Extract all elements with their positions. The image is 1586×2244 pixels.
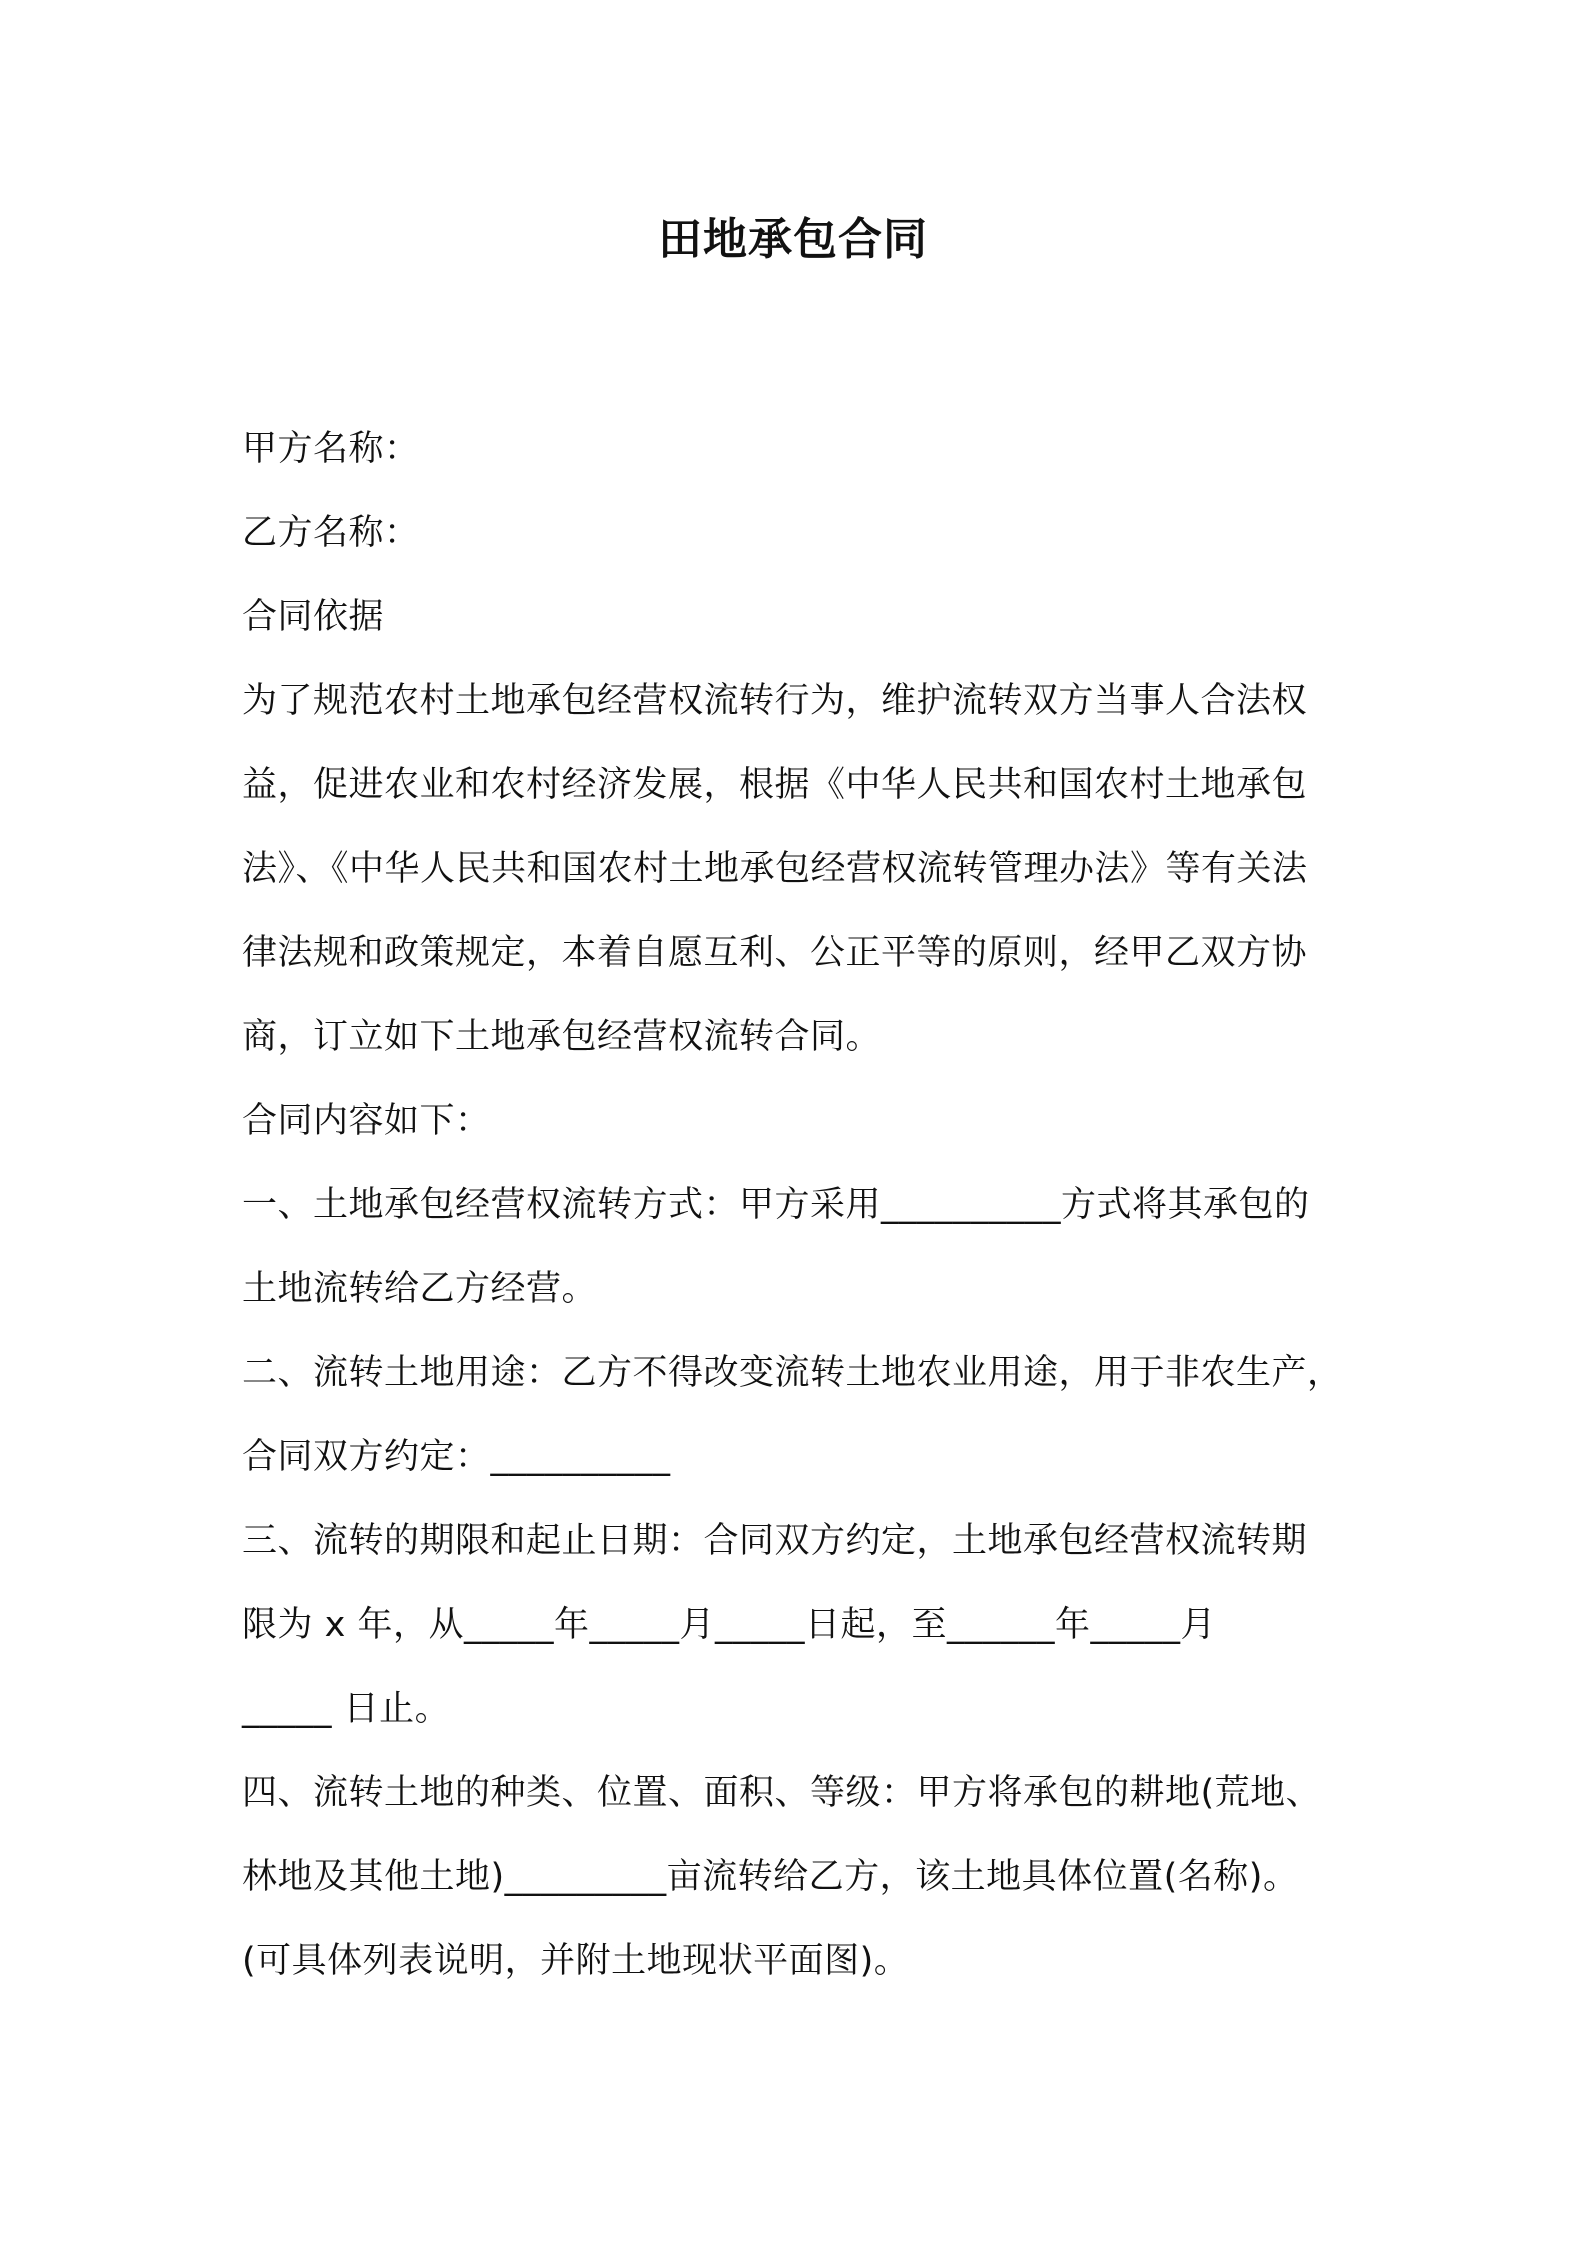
basis-paragraph-line: 法》、《中华人民共和国农村土地承包经营权流转管理办法》等有关法 [242,849,1308,889]
clause-3-line: _____ 日止。 [242,1689,451,1729]
clause-3-line: 限为 x 年，从_____年_____月_____日起，至______年_____月 [242,1605,1216,1645]
clause-2-line: 合同双方约定：__________ [242,1437,671,1477]
contract-basis-heading: 合同依据 [242,597,385,637]
clause-4-line: 林地及其他土地)_________亩流转给乙方，该土地具体位置(名称)。 [242,1857,1299,1897]
clause-1-line: 土地流转给乙方经营。 [242,1269,598,1309]
clause-4-line: 四、流转土地的种类、位置、面积、等级：甲方将承包的耕地(荒地、 [242,1773,1322,1813]
clause-2-line: 二、流转土地用途：乙方不得改变流转土地农业用途，用于非农生产， [242,1353,1343,1393]
clause-3-line: 三、流转的期限和起止日期：合同双方约定，土地承包经营权流转期 [242,1521,1308,1561]
document-body [242,407,1362,2003]
party-b-name-line: 乙方名称： [242,513,420,553]
clause-4-line: (可具体列表说明，并附土地现状平面图)。 [242,1941,910,1981]
basis-paragraph-line: 商，订立如下土地承包经营权流转合同。 [242,1017,882,1057]
basis-paragraph-line: 益，促进农业和农村经济发展，根据《中华人民共和国农村土地承包 [242,765,1308,805]
basis-paragraph-line: 律法规和政策规定，本着自愿互利、公正平等的原则，经甲乙双方协 [242,933,1308,973]
document-title: 田地承包合同 [658,214,928,265]
party-a-name-line: 甲方名称： [242,429,420,469]
clause-1-line: 一、土地承包经营权流转方式：甲方采用__________方式将其承包的 [242,1185,1310,1225]
contract-content-heading: 合同内容如下： [242,1101,491,1141]
basis-paragraph-line: 为了规范农村土地承包经营权流转行为，维护流转双方当事人合法权 [242,681,1308,721]
